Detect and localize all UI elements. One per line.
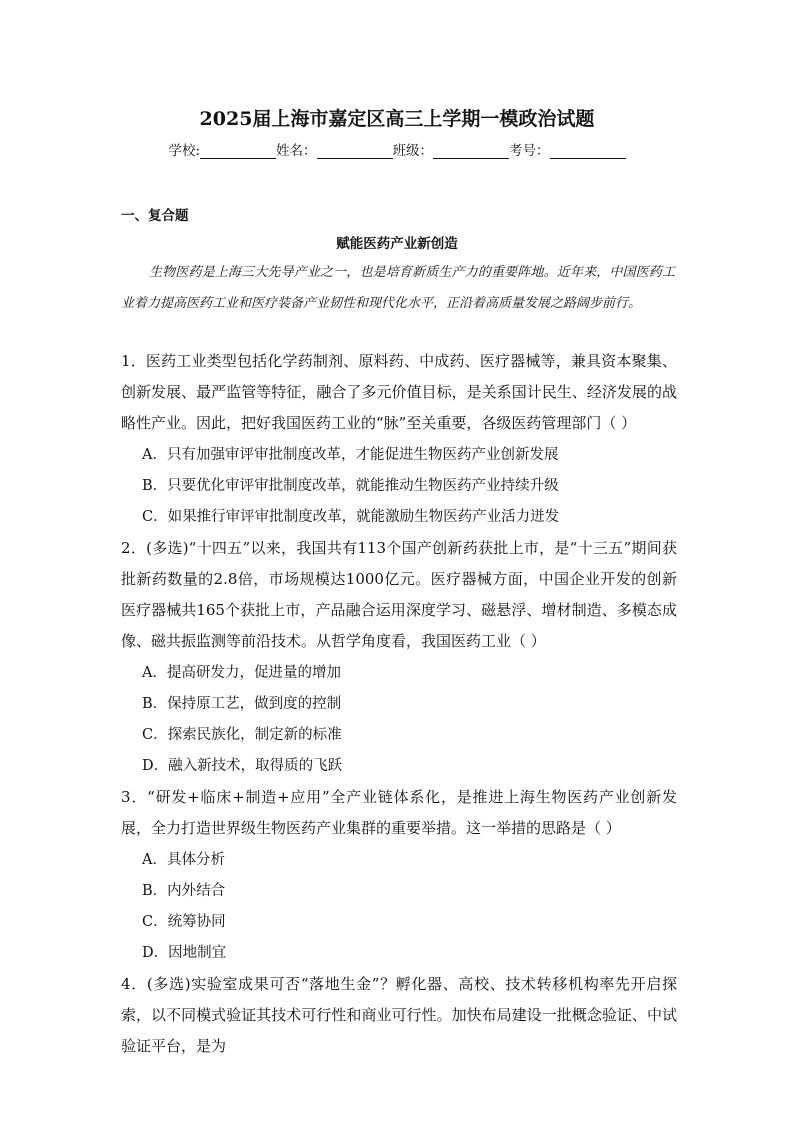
question-3-option-a: A．具体分析 — [142, 852, 225, 868]
class-blank — [433, 144, 509, 159]
question-2-stem: 2．(多选)“十四五”以来，我国共有113个国产创新药获批上市，是“十三五”期间获批新药数量的2.8倍，市场规模达1000亿元。医疗器械方面，中国企业开发的创新医疗器械共165个获批上市，产品融合运用深度学习、磁悬浮、增材制造、多模态成像、磁共振监测等前沿技术。从哲学角度看，我国医药工业（ ） — [121, 539, 677, 650]
name-label: 姓名： — [276, 143, 317, 159]
class-field — [393, 139, 510, 159]
question-3-option-b: B．内外结合 — [142, 883, 226, 899]
question-1-stem: 1．医药工业类型包括化学药制剂、原料药、中成药、医疗器械等，兼具资本聚集、创新发展、最严监管等特征，融合了多元价值目标，是关系国计民生、经济发展的战略性产业。因此，把好我国医药工业的“脉”至关重要，各级医药管理部门（ ） — [121, 352, 677, 432]
exam-number-blank — [550, 144, 626, 159]
exam-title: 2025届上海市嘉定区高三上学期一模政治试题 — [199, 108, 595, 130]
school-blank — [200, 144, 276, 159]
question-2-option-d: D．融入新技术，取得质的飞跃 — [142, 758, 343, 774]
name-blank — [317, 144, 393, 159]
material-title: 赋能医药产业新创造 — [336, 236, 458, 252]
class-label: 班级： — [392, 143, 434, 159]
question-3-stem: 3．“研发+临床+制造+应用”全产业链体系化，是推进上海生物医药产业创新发展，全力打造世界级生物医药产业集群的重要举措。这一举措的思路是（ ） — [121, 788, 677, 837]
material-intro: 生物医药是上海三大先导产业之一，也是培育新质生产力的重要阵地。近年来，中国医药工业着力提高医药工业和医疗装备产业韧性和现代化水平，正沿着高质量发展之路阔步前行。 — [121, 265, 675, 311]
question-1-option-c: C．如果推行审评审批制度改革，就能激励生物医药产业活力迸发 — [142, 509, 560, 525]
student-info-row — [0, 139, 794, 159]
question-1-option-b: B．只要优化审评审批制度改革，就能推动生物医药产业持续升级 — [142, 478, 559, 494]
question-3-option-d: D．因地制宜 — [142, 945, 227, 961]
section-heading: 一、复合题 — [121, 208, 189, 224]
exam-number-field — [509, 139, 626, 159]
question-2-option-a: A．提高研发力，促进量的增加 — [142, 665, 341, 681]
question-4-stem: 4．(多选)实验室成果可否“落地生金”？孵化器、高校、技术转移机构率先开启探索，以不同模式验证其技术可行性和商业可行性。加快布局建设一批概念验证、中试验证平台，是为 — [121, 975, 677, 1055]
school-field — [168, 139, 276, 159]
question-3-option-c: C．统筹协同 — [142, 914, 226, 930]
school-label: 学校: — [168, 143, 201, 159]
question-2-option-c: C．探索民族化，制定新的标准 — [142, 727, 342, 743]
question-2-option-b: B．保持原工艺，做到度的控制 — [142, 696, 342, 712]
question-1-option-a: A．只有加强审评审批制度改革，才能促进生物医药产业创新发展 — [142, 447, 559, 463]
exam-number-label: 考号： — [509, 143, 550, 159]
name-field — [276, 139, 393, 159]
